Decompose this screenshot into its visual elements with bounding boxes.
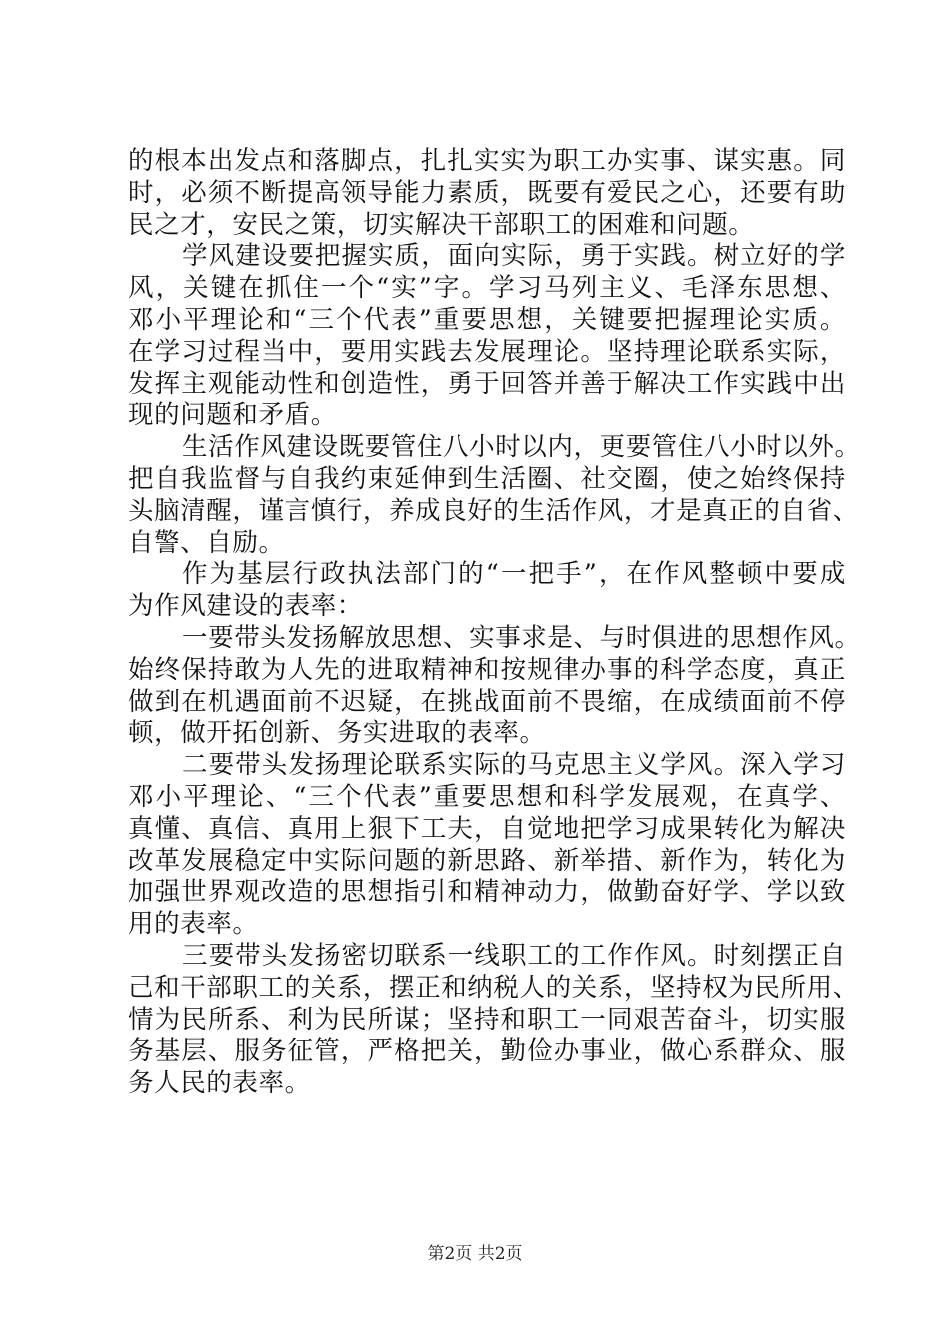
text-line: 务人民的表率。: [128, 1068, 311, 1099]
text-line: 己和干部职工的关系，摆正和纳税人的关系，坚持权为民所用、: [128, 972, 859, 1003]
text-line: 时，必须不断提高领导能力素质，既要有爱民之心，还要有助: [128, 177, 846, 208]
text-line: 生活作风建设既要管住八小时以内，更要管住八小时以外。: [182, 432, 861, 463]
text-line: 把自我监督与自我约束延伸到生活圈、社交圈，使之始终保持: [128, 463, 846, 494]
page-footer: 第2页 共2页: [427, 1244, 523, 1264]
text-line: 的根本出发点和落脚点，扎扎实实为职工办实事、谋实惠。同: [128, 146, 846, 176]
text-line: 自警、自励。: [128, 527, 285, 558]
text-line: 情为民所系、利为民所谋；坚持和职工一同艰苦奋斗，切实服: [128, 1004, 846, 1035]
document-body: [128, 146, 861, 1100]
text-line: 改革发展稳定中实际问题的新思路、新举措、新作为，转化为: [128, 845, 846, 876]
text-line: 民之才，安民之策，切实解决干部职工的困难和问题。: [128, 209, 755, 240]
text-line: 始终保持敢为人先的进取精神和按规律办事的科学态度，真正: [128, 654, 846, 685]
text-line: 用的表率。: [128, 909, 259, 940]
text-line: 邓小平理论、“三个代表”重要思想和科学发展观，在真学、: [128, 781, 846, 812]
text-line: 为作风建设的表率：: [128, 591, 363, 622]
text-line: 真懂、真信、真用上狠下工夫，自觉地把学习成果转化为解决: [128, 813, 846, 844]
text-line: 风，关键在抓住一个“实”字。学习马列主义、毛泽东思想、: [128, 273, 846, 304]
text-line: 顿，做开拓创新、务实进取的表率。: [128, 718, 546, 749]
text-line: 学风建设要把握实质，面向实际，勇于实践。树立好的学: [182, 241, 846, 272]
text-line: 头脑清醒，谨言慎行，养成良好的生活作风，才是真正的自省、: [128, 495, 859, 526]
text-line: 邓小平理论和“三个代表”重要思想，关键要把握理论实质。: [128, 304, 846, 335]
text-line: 二要带头发扬理论联系实际的马克思主义学风。深入学习: [182, 750, 846, 781]
text-line: 务基层、服务征管，严格把关，勤俭办事业，做心系群众、服: [128, 1036, 846, 1067]
text-line: 一要带头发扬解放思想、实事求是、与时俱进的思想作风。: [182, 622, 861, 653]
text-line: 三要带头发扬密切联系一线职工的工作作风。时刻摆正自: [182, 940, 846, 971]
text-line: 做到在机遇面前不迟疑，在挑战面前不畏缩，在成绩面前不停: [128, 686, 846, 717]
text-line: 现的问题和矛盾。: [128, 400, 337, 431]
text-line: 发挥主观能动性和创造性，勇于回答并善于解决工作实践中出: [128, 368, 846, 399]
text-line: 加强世界观改造的思想指引和精神动力，做勤奋好学、学以致: [128, 877, 846, 908]
text-line: 作为基层行政执法部门的“一把手”，在作风整顿中要成: [182, 559, 846, 590]
text-line: 在学习过程当中，要用实践去发展理论。坚持理论联系实际，: [128, 336, 846, 367]
